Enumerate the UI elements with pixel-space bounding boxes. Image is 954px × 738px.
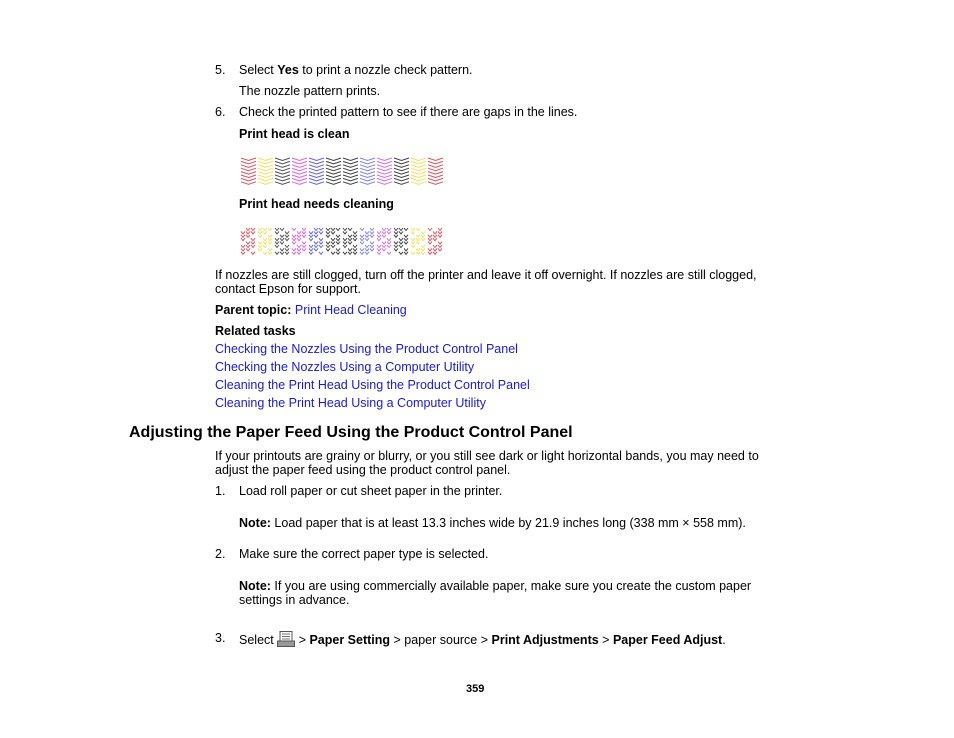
nozzle-pattern-block [343, 158, 358, 184]
step-6-text: Check the printed pattern to see if there are gaps in the lines. [239, 105, 578, 119]
nozzle-pattern-block [394, 158, 409, 184]
parent-topic-link[interactable]: Print Head Cleaning [294, 303, 407, 317]
nozzle-pattern-block [241, 158, 256, 184]
step-2-note-text: If you are using commercially available paper, make sure you create the custom paper [270, 579, 752, 593]
related-link-1[interactable]: Checking the Nozzles Using the Product Control Panel [215, 342, 518, 356]
step-1-note [239, 516, 746, 530]
related-link-3[interactable]: Cleaning the Print Head Using the Product Control Panel [215, 378, 530, 392]
clog-text-line2: contact Epson for support. [215, 282, 361, 296]
related-link-2[interactable]: Checking the Nozzles Using a Computer Utility [215, 360, 475, 374]
intro-line1: If your printouts are grainy or blurry, or you still see dark or light horizontal bands, you may need to [215, 449, 759, 463]
nozzle-pattern-block [309, 158, 324, 184]
step-1-note-text: Load paper that is at least 13.3 inches wide by 21.9 inches long (338 mm × 558 mm). [270, 516, 746, 530]
step-1-number: 1. [215, 484, 226, 498]
nozzle-pattern-block [394, 228, 408, 254]
step-3-number: 3. [215, 631, 226, 645]
nozzle-pattern-block [275, 228, 289, 254]
nozzle-pattern-block [275, 158, 290, 184]
step-3-paper-feed-adjust: Paper Feed Adjust [612, 633, 723, 647]
step-5-pre: Select [239, 63, 278, 77]
step-6-number: 6. [215, 105, 226, 119]
clean-heading: Print head is clean [239, 127, 350, 141]
nozzle-pattern-block [377, 228, 391, 254]
nozzle-pattern-block [292, 158, 307, 184]
nozzle-pattern-dirty-image [240, 226, 445, 256]
step-2-number: 2. [215, 547, 226, 561]
step-3-text [239, 631, 726, 650]
step-3-paper-setting: Paper Setting [309, 633, 391, 647]
paper-setting-icon [277, 631, 295, 650]
step-3-sep3: > [598, 633, 613, 647]
nozzle-pattern-block [377, 158, 392, 184]
step-3-sep1: > [295, 633, 310, 647]
nozzle-pattern-block [360, 158, 375, 184]
step-2-text: Make sure the correct paper type is selected. [239, 547, 489, 561]
step-5-post: to print a nozzle check pattern. [298, 63, 473, 77]
nozzle-pattern-block [411, 158, 426, 184]
step-5-bold: Yes [277, 63, 299, 77]
section-title: Adjusting the Paper Feed Using the Product Control Panel [129, 424, 573, 441]
nozzle-pattern-block [292, 228, 306, 254]
nozzle-pattern-block [428, 228, 442, 254]
nozzle-pattern-block [360, 228, 374, 254]
step-2-note-label: Note: [239, 579, 271, 593]
page-number: 359 [466, 683, 485, 695]
nozzle-pattern-block [326, 158, 341, 184]
nozzle-pattern-block [258, 158, 273, 184]
step-2-note-line1 [239, 579, 751, 593]
step-3-sep2: > paper source > [390, 633, 492, 647]
nozzle-pattern-block [411, 228, 425, 254]
step-5-number: 5. [215, 63, 226, 77]
step-3-pre: Select [239, 633, 278, 647]
clog-text-line1: If nozzles are still clogged, turn off the printer and leave it off overnight. If nozzles are still clogged, [215, 268, 757, 282]
parent-topic [215, 303, 407, 317]
nozzle-pattern-block [428, 158, 443, 184]
parent-topic-label: Parent topic: [215, 303, 292, 317]
step-3-end: . [722, 633, 726, 647]
nozzle-pattern-block [309, 228, 323, 254]
step-5-text [239, 63, 473, 77]
step-2-note-line2: settings in advance. [239, 593, 350, 607]
step-5-result: The nozzle pattern prints. [239, 84, 381, 98]
step-1-note-label: Note: [239, 516, 271, 530]
nozzle-pattern-block [258, 228, 272, 254]
related-link-4[interactable]: Cleaning the Print Head Using a Computer Utility [215, 396, 486, 410]
step-3-print-adjustments: Print Adjustments [491, 633, 599, 647]
nozzle-pattern-clean-image [240, 156, 445, 186]
related-tasks-label: Related tasks [215, 324, 296, 338]
nozzle-pattern-block [326, 228, 340, 254]
intro-line2: adjust the paper feed using the product control panel. [215, 463, 511, 477]
nozzle-pattern-block [343, 228, 357, 254]
nozzle-pattern-block [241, 228, 255, 254]
step-1-text: Load roll paper or cut sheet paper in the printer. [239, 484, 503, 498]
dirty-heading: Print head needs cleaning [239, 197, 394, 211]
